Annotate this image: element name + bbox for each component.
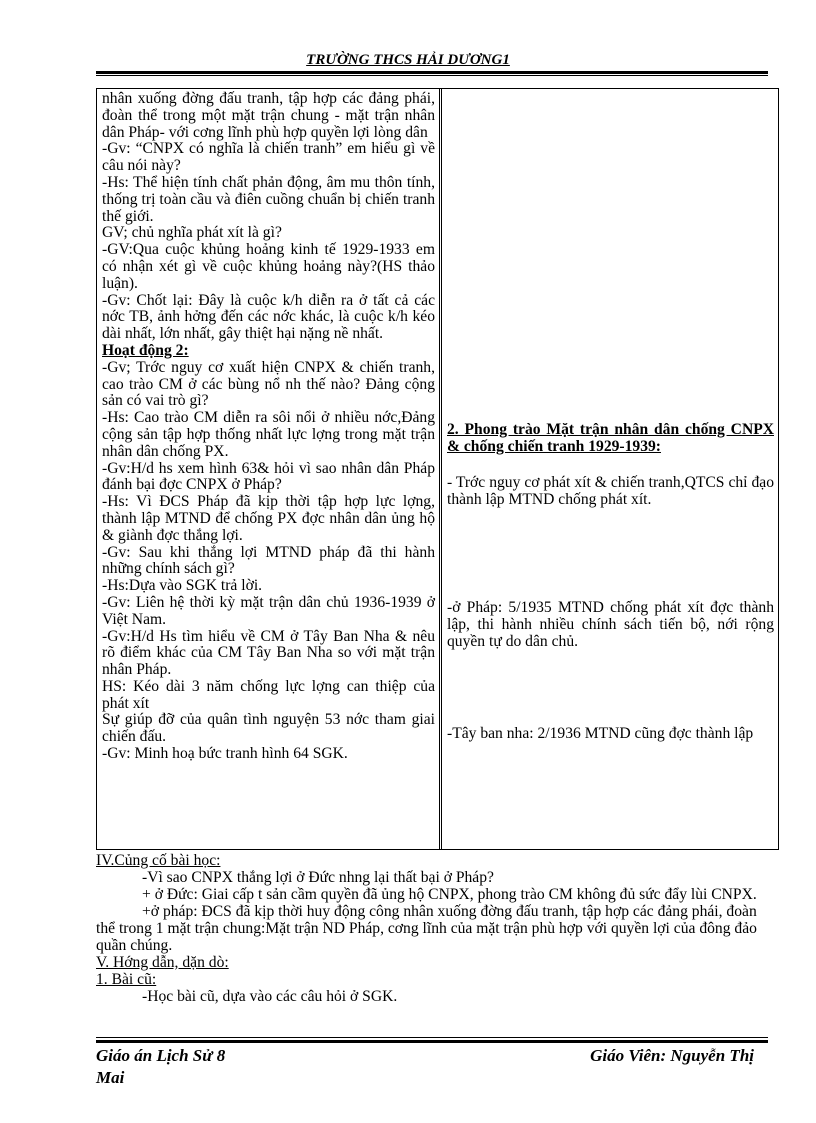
content-point: -ở Pháp: 5/1935 MTND chống phát xít đợc thành lập, thi hành nhiều chính sách tiến bộ, nới rộng quyền tự do dân chủ. (447, 599, 774, 650)
left-paragraph: -Hs: Vì ĐCS Pháp đã kịp thời tập hợp lực lợng, thành lập MTND để chống PX đợc nhân dân ủng hộ & giành đợc thắng lợi. (102, 493, 435, 544)
footer-rule-thick (96, 1040, 768, 1043)
footer-rule-thin (96, 1037, 768, 1038)
left-paragraph: -Gv: Sau khi thắng lợi MTND pháp đã thi hành những chính sách gì? (102, 543, 435, 578)
left-paragraph: -Gv: Chốt lại: Đây là cuộc k/h diễn ra ở tất cả các nớc TB, ảnh hởng đến các nớc khác, là cuộc k/h kéo dài nhất, lớn nhất, gây thiệt hại nặng nề nhất. (102, 291, 435, 343)
left-paragraph: Sự giúp đỡ của quân tình nguyện 53 nớc tham giai chiến đấu. (102, 711, 435, 746)
header-rule-thin (96, 75, 768, 76)
left-paragraph: nhân xuống đờng đấu tranh, tập hợp các đảng phái, đoàn thể trong một mặt trận chung - mặt trận nhân dân Pháp- với cơng lĩnh phù hợp quyền lợi lòng dân (102, 90, 435, 141)
footer-subject: Giáo án Lịch Sử 8 (96, 1046, 226, 1065)
homework-item: -Học bài cũ, dựa vào các câu hỏi ở SGK. (142, 988, 398, 1005)
content-column (442, 89, 778, 849)
lesson-closing (96, 852, 776, 1005)
left-paragraph: -Gv:H/d hs xem hình 63& hỏi vì sao nhân dân Pháp đánh bại đợc CNPX ở Pháp? (102, 459, 435, 494)
content-point: - Trớc nguy cơ phát xít & chiến tranh,QTCS chỉ đạo thành lập MTND chống phát xít. (447, 474, 774, 508)
left-paragraph: -Hs:Dựa vào SGK trả lời. (102, 577, 263, 595)
school-header: TRƯỜNG THCS HẢI DƯƠNG1 (306, 52, 510, 68)
footer-left (96, 1045, 225, 1089)
left-paragraph: GV; chủ nghĩa phát xít là gì? (102, 224, 282, 242)
review-heading: IV.Củng cố bài học: (96, 852, 221, 869)
header-rule-thick (96, 71, 768, 74)
homework-sub: 1. Bài cũ: (96, 971, 157, 988)
review-question: -Vì sao CNPX thắng lợi ở Đức nhng lại thất bại ở Pháp? (142, 869, 494, 886)
left-paragraph: HS: Kéo dài 3 năm chống lực lợng can thiệp của phát xít (102, 677, 435, 712)
left-paragraph: -Gv: “CNPX có nghĩa là chiến tranh” em hiểu gì về câu nói này? (102, 140, 435, 175)
section-title: 2. Phong trào Mặt trận nhân dân chống CNPX & chống chiến tranh 1929-1939: (447, 421, 774, 455)
homework-heading (96, 954, 776, 971)
left-paragraph: -Gv: Liên hệ thời kỳ mặt trận dân chủ 1936-1939 ở Việt Nam. (102, 593, 435, 628)
lesson-table (96, 88, 779, 850)
review-answer: + ở Đức: Giai cấp t sản cầm quyền đã ủng hộ CNPX, phong trào CM không đủ sức đẩy lùi CNPX. (142, 886, 757, 903)
left-paragraph: -Gv: Minh hoạ bức tranh hình 64 SGK. (102, 745, 348, 763)
left-paragraph: -Gv; Trớc nguy cơ xuất hiện CNPX & chiến tranh, cao trào CM ở các bùng nổ nh thế nào? Đảng cộng sản có vai trò gì? (102, 358, 435, 410)
content-point: -Tây ban nha: 2/1936 MTND cũng đợc thành lập (447, 725, 754, 742)
activity-heading: Hoạt động 2: (102, 341, 189, 359)
homework-heading-text: V. Hớng dẫn, dặn dò: (96, 954, 229, 971)
left-paragraph: -Hs: Cao trào CM diễn ra sôi nổi ở nhiều nớc,Đảng cộng sản tập hợp thống nhất lực lợng trong mặt trận nhân dân chống PX. (102, 409, 435, 460)
left-paragraph: -Gv:H/d Hs tìm hiểu về CM ở Tây Ban Nha & nêu rõ điểm khác của CM Tây Ban Nha so với mặt trận nhân Pháp. (102, 627, 435, 679)
left-paragraph: -GV:Qua cuộc khủng hoảng kinh tế 1929-1933 em có nhận xét gì về cuộc khủng hoảng này?(HS thảo luận). (102, 241, 435, 292)
footer-name-end: Mai (96, 1068, 125, 1087)
review-answer: +ở pháp: ĐCS đã kịp thời huy động công nhân xuống đờng đấu tranh, tập hợp các đảng phái, đoàn thể trong 1 mặt trận chung:Mặt trận ND Pháp, cơng lĩnh của mặt trận phù hợp với quyền lợi của đông đảo quần chúng. (96, 903, 757, 954)
left-paragraph: -Hs: Thể hiện tính chất phản động, âm mu thôn tính, thống trị toàn cầu và điên cuồng chuẩn bị chiến tranh thế giới. (102, 173, 435, 225)
footer-teacher: Giáo Viên: Nguyễn Thị (590, 1046, 754, 1065)
teacher-student-column (97, 89, 442, 849)
